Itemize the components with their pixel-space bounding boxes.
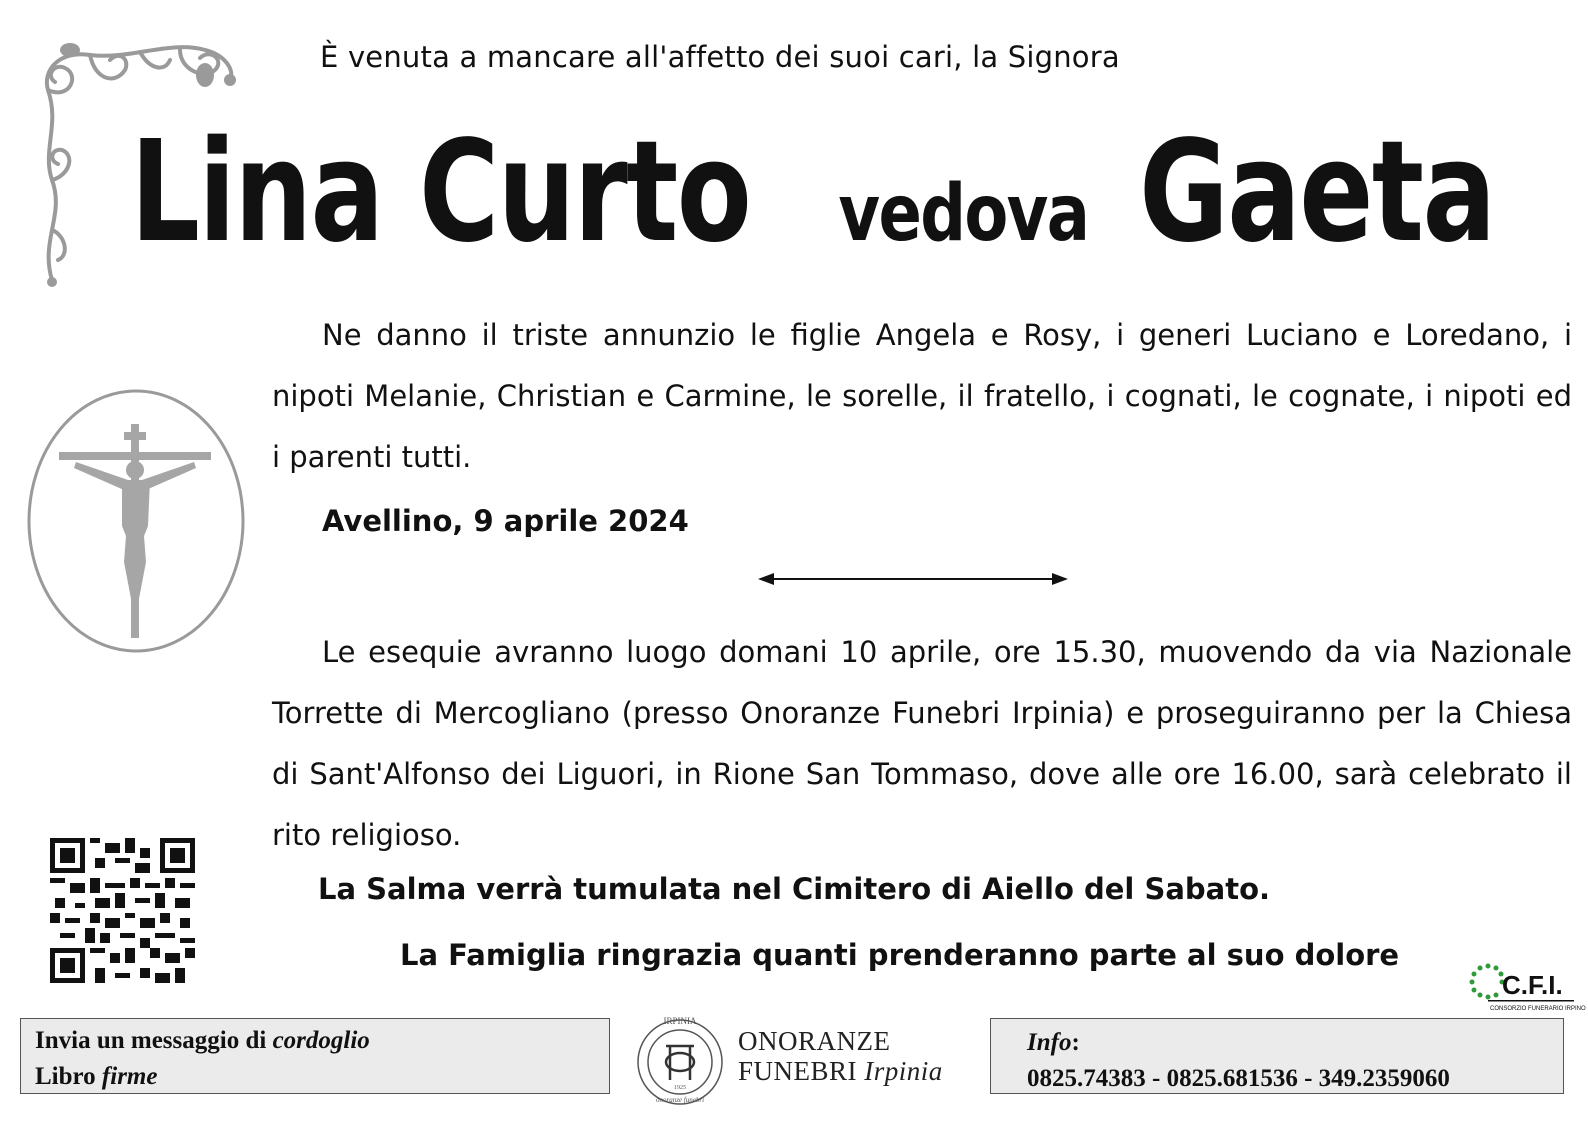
info-phones[interactable]: 0825.74383 - 0825.681536 - 349.2359060 — [1027, 1065, 1450, 1092]
deceased-first-name: Lina Curto — [130, 111, 751, 274]
info-label-row — [1027, 1025, 1563, 1061]
cfi-logo-text: C.F.I. — [1502, 970, 1563, 1000]
seal-top-text: IRPINIA — [663, 1016, 697, 1026]
qr-code-icon[interactable] — [50, 838, 195, 983]
funeral-home-name — [738, 1026, 943, 1086]
funeral-home-line2-italic: Irpinia — [864, 1056, 943, 1086]
announcement-rest: nipoti Melanie, Christian e Carmine, le sorelle, il fratello, i cognati, le cognate, i nipoti ed i parenti tutti. — [272, 379, 1572, 474]
place-date: Avellino, 9 aprile 2024 — [322, 504, 689, 538]
cfi-logo-subtext: CONSORZIO FUNERARIO IRPINO — [1490, 1006, 1586, 1012]
crucifix-medallion-icon — [24, 386, 248, 656]
deceased-name — [0, 108, 1588, 278]
deceased-married-name: Gaeta — [1139, 111, 1495, 274]
condolence-box[interactable] — [20, 1018, 610, 1094]
funeral-paragraph — [272, 622, 1572, 866]
announcement-first-line: Ne danno il triste annunzio le figlie Angela e Rosy, i generi Luciano e Loredano, i — [322, 318, 1572, 352]
guestbook-link[interactable] — [35, 1059, 609, 1095]
info-label: Info — [1027, 1029, 1072, 1056]
condolence-prefix: Invia un messaggio di — [35, 1027, 267, 1054]
thanks-text: La Famiglia ringrazia quanti prenderanno parte al suo dolore — [400, 938, 1400, 972]
double-arrow-divider-icon — [758, 570, 1068, 588]
funeral-rest: Nazionale Torrette di Mercogliano (presso Onoranze Funebri Irpinia) e proseguiranno per la Chiesa di Sant'Alfonso dei Liguori, in Rione San Tommaso, dove alle ore 16.00, sarà celebrato il rito religioso. — [272, 635, 1572, 852]
intro-text: È venuta a mancare all'affetto dei suoi cari, la Signora — [320, 40, 1120, 74]
guestbook-prefix: Libro — [35, 1063, 96, 1090]
deceased-widow-label: vedova — [838, 169, 1089, 259]
funeral-home-line2 — [738, 1056, 943, 1086]
burial-text: La Salma verrà tumulata nel Cimitero di Aiello del Sabato. — [317, 872, 1271, 906]
funeral-home-line1: ONORANZE — [738, 1026, 891, 1056]
info-box[interactable] — [990, 1018, 1564, 1094]
announcement-paragraph — [272, 305, 1572, 488]
condolence-message-link[interactable] — [35, 1023, 609, 1059]
guestbook-italic: firme — [101, 1063, 158, 1090]
seal-bottom-text: onoranze funebri — [655, 1096, 705, 1104]
funeral-home-seal-logo — [634, 1010, 726, 1110]
funeral-home-line2-prefix: FUNEBRI — [738, 1056, 858, 1086]
info-colon: : — [1071, 1029, 1080, 1056]
funeral-first-line: Le esequie avranno luogo domani 10 aprile, ore 15.30, muovendo da via — [322, 635, 1417, 669]
condolence-italic: cordoglio — [272, 1027, 370, 1054]
seal-year-text: 1925 — [674, 1085, 686, 1091]
cfi-logo — [1466, 960, 1586, 1015]
